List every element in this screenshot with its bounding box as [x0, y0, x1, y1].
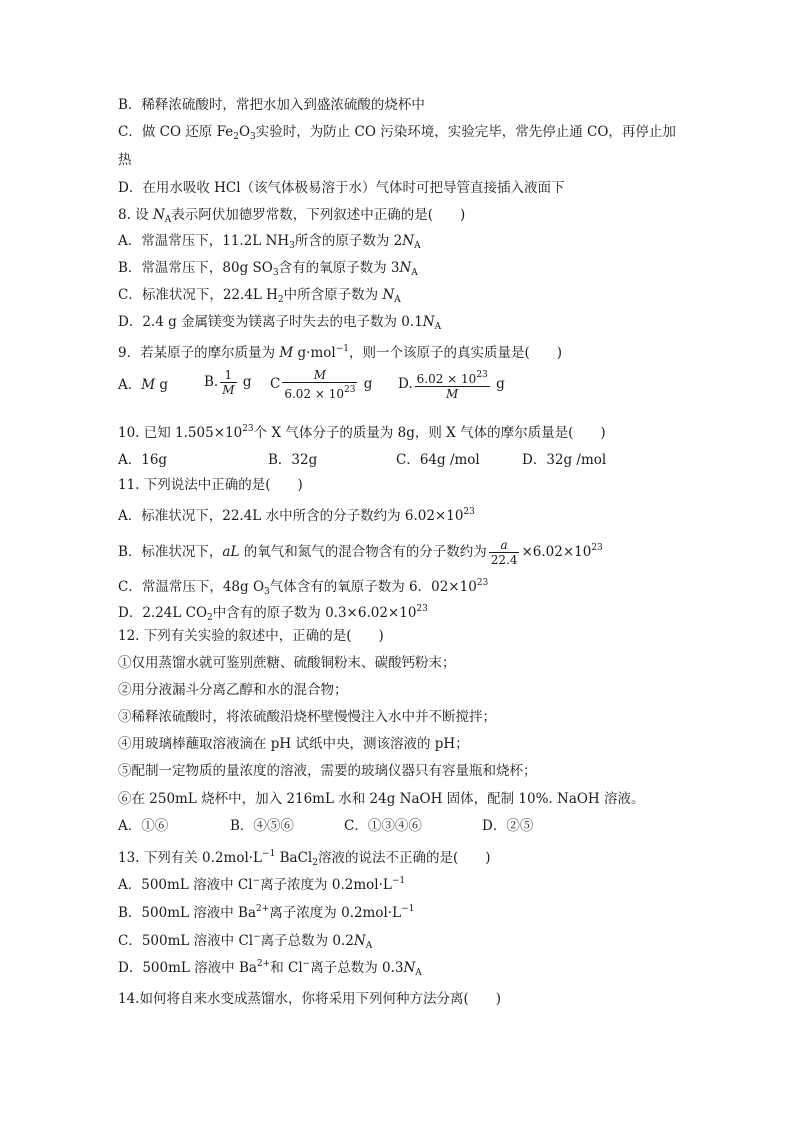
q10-option-c: C．64g /mol — [396, 452, 480, 468]
q11-option-c: C．常温常压下，48g $O_3$气体含有的氧原子数为 6．$02\times 10^{23}$ — [118, 578, 489, 597]
q9-option-a: A．M g — [118, 377, 169, 393]
q11-option-a: A．标准状况下，22.4L 水中所含的分子数约为 $6.02\times 10^{23}$ — [118, 507, 475, 524]
q9-options — [118, 368, 678, 412]
q10-option-d: D．32g /mol — [522, 452, 607, 468]
q14-stem: 14.如何将自来水变成蒸馏水，你将采用下列何种方法分离( ) — [118, 991, 502, 1007]
q9-option-c: C $\frac{M}{6.02 \times 10^{23}}$ g — [270, 368, 373, 401]
q12-item-5: ⑤配制一定物质的量浓度的溶液，需要的玻璃仪器只有容量瓶和烧杯； — [118, 763, 537, 779]
q8-stem: 8. 设 $N_A$表示阿伏加德罗常数，下列叙述中正确的是( ) — [118, 207, 466, 225]
q13-stem: 13. 下列有关 $0.2mol\cdot L^{-1}$ BaCl$_2$溶液的说法不正确的是( ) — [118, 849, 491, 868]
q11-option-b: B．标准状况下，aL 的氧气和氮气的混合物含有的分子数约为 $\frac{a}{22.4}$ $\times 6.02\times 10^{23}$ — [118, 538, 603, 567]
q9-option-d: D. $\frac{6.02 \times 10^{23}}{M}$ g — [398, 370, 505, 401]
q13-option-c: C．500mL 溶液中 Cl−离子总数为 $0.2N_A$ — [118, 932, 373, 951]
q8-option-a: A．常温常压下，11.2L $NH_3$所含的原子数为 $2N_A$ — [118, 233, 421, 251]
q7-option-b: B．稀释浓硫酸时，常把水加入到盛浓硫酸的烧杯中 — [118, 97, 425, 113]
q7-option-c: C．做 CO 还原 $Fe_2O_3$实验时，为防止 CO 污染环境，实验完毕，常先停止通 CO，再停止加 — [118, 124, 676, 142]
q12-item-1: ①仅用蒸馏水就可鉴别蔗糖、硫酸铜粉末、碳酸钙粉末； — [118, 655, 456, 671]
q8-option-c: C．标准状况下，22.4L $H_2$中所含原子数为 $N_A$ — [118, 287, 401, 305]
q12-item-2: ②用分液漏斗分离乙醇和水的混合物； — [118, 682, 348, 698]
q10-option-b: B．32g — [268, 452, 318, 468]
q10-stem: 10. 已知 $1.505\times 10^{23}$个 X 气体分子的质量为 8g，则 X 气体的摩尔质量是( ) — [118, 424, 606, 441]
q12-option-a: A．①⑥ — [118, 818, 169, 834]
q12-item-6: ⑥在 250mL 烧杯中，加入 216mL 水和 24g NaOH 固体，配制 10%. NaOH 溶液。 — [118, 791, 645, 807]
q12-item-4: ④用玻璃棒蘸取溶液滴在 pH 试纸中央，测该溶液的 pH； — [118, 736, 469, 752]
q8-option-b: B．常温常压下，80g $SO_3$含有的氧原子数为 $3N_A$ — [118, 260, 418, 278]
q9-stem: 9．若某原子的摩尔质量为 M g·mol$^{-1}$，则一个该原子的真实质量是( ) — [118, 344, 563, 361]
q11-stem: 11. 下列说法中正确的是( ) — [118, 477, 303, 493]
q12-option-d: D．②⑤ — [482, 818, 534, 834]
q7-option-c-continued: 热 — [118, 152, 132, 168]
q12-item-3: ③稀释浓硫酸时，将浓硫酸沿烧杯壁慢慢注入水中并不断搅拌； — [118, 709, 496, 725]
q12-option-b: B．④⑤⑥ — [230, 818, 294, 834]
q12-stem: 12. 下列有关实验的叙述中，正确的是( ) — [118, 628, 384, 644]
q13-option-d: D．500mL 溶液中 $Ba^{2+}$和 Cl−离子总数为 $0.3N_A$ — [118, 959, 422, 978]
q12-option-c: C．①③④⑥ — [344, 818, 422, 834]
q11-option-d: D．2.24L $CO_2$中含有的原子数为 $0.3\times 6.02\times 10^{23}$ — [118, 604, 428, 623]
q13-option-b: B．500mL 溶液中 $Ba^{2+}$离子浓度为 $0.2mol\cdot L^{-1}$ — [118, 904, 415, 921]
q9-option-b: B. $\frac{1}{M}$ g — [204, 368, 252, 397]
q10-option-a: A．16g — [118, 452, 168, 468]
q8-option-d: D．2.4 g 金属镁变为镁离子时失去的电子数为 $0.1N_A$ — [118, 314, 442, 332]
q13-option-a: A．500mL 溶液中 Cl−离子浓度为 $0.2mol\cdot L^{-1}$ — [118, 876, 406, 893]
q7-option-d: D．在用水吸收 HCl（该气体极易溶于水）气体时可把导管直接插入液面下 — [118, 180, 565, 196]
